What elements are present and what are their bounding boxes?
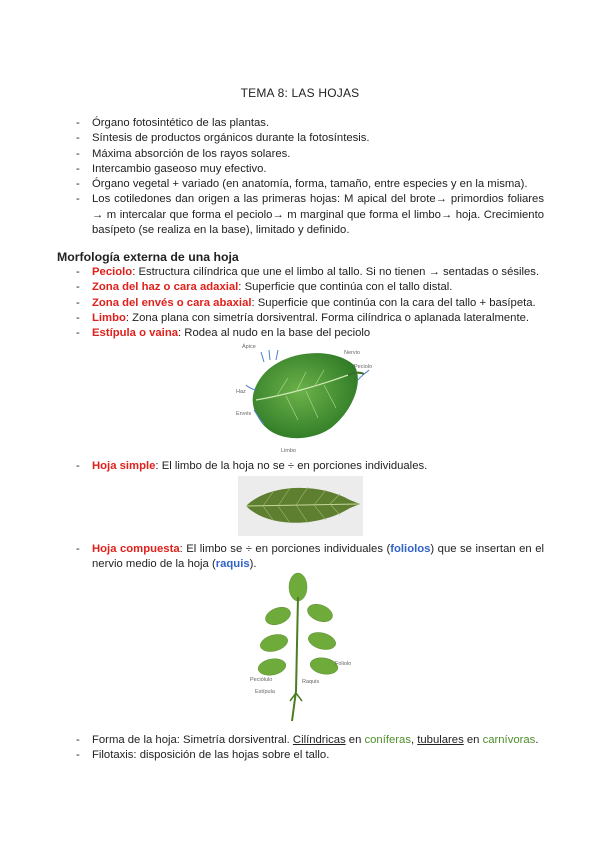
term-cilindricas: Cilíndricas	[292, 734, 346, 746]
label-nervio: Nervio	[344, 350, 360, 356]
term: Peciolo	[92, 266, 133, 278]
term-tubulares: tubulares	[417, 734, 464, 746]
term: Zona del haz o cara adaxial	[92, 281, 239, 294]
list-item	[76, 265, 544, 280]
section-heading: Morfología externa de una hoja	[57, 250, 239, 264]
compound-leaf-figure	[250, 571, 352, 729]
definition-part: ).	[249, 558, 257, 571]
final-list	[76, 733, 544, 764]
term-coniferas: coníferas	[364, 734, 411, 746]
list-item: - Órgano vegetal + variado (en anatomía, forma, tamaño, entre especies y en la misma).	[76, 177, 544, 192]
text: en	[463, 734, 483, 746]
definition: : Superficie que continúa con el tallo distal.	[238, 281, 453, 294]
leaf-blade-shape	[253, 353, 358, 438]
term: Hoja simple	[92, 460, 156, 472]
label-foliolo: Foliolo	[335, 661, 352, 667]
term: Zona del envés o cara abaxial	[92, 296, 252, 309]
label-haz: Haz	[236, 389, 246, 395]
list-item	[76, 296, 544, 311]
definition: : El limbo de la hoja no se ÷ en porciones individuales.	[155, 460, 428, 472]
compound-list	[76, 542, 544, 573]
simple-list	[76, 459, 544, 474]
label-limbo: Limbo	[281, 448, 296, 454]
term: Hoja compuesta	[92, 543, 180, 555]
list-item	[76, 280, 544, 295]
term-carnivoras: carnívoras	[482, 734, 536, 746]
definition-part: ) que se insertan en el nervio medio de la hoja (	[92, 543, 544, 571]
simple-leaf-figure	[238, 476, 363, 536]
label-estipula: Estípula	[255, 689, 275, 695]
list-item: - Intercambio gaseoso muy efectivo.	[76, 162, 544, 177]
list-item: - Síntesis de productos orgánicos durante la fotosíntesis.	[76, 131, 544, 146]
definition: : Estructura cilíndrica que une el limbo al tallo. Si no tienen → sentadas o sésiles.	[132, 266, 540, 278]
definition: : Rodea al nudo en la base del peciolo	[178, 327, 371, 340]
definition-part: : El limbo se ÷ en porciones individuales (	[179, 543, 391, 555]
text: ,	[410, 734, 418, 746]
term-foliolos: foliolos	[390, 543, 431, 555]
label-raquis: Raquis	[302, 679, 320, 685]
label-enves: Envés	[236, 411, 252, 417]
text: .	[535, 734, 539, 746]
term: Limbo	[92, 311, 126, 324]
rachis-shape	[292, 597, 298, 721]
term: Estípula o vaina	[92, 327, 179, 340]
leaf-parts-figure	[236, 340, 372, 455]
label-peciolulo: Peciólulo	[250, 677, 273, 683]
list-item	[76, 459, 544, 474]
list-item	[76, 542, 544, 573]
label-peciolo: Peciolo	[354, 364, 372, 370]
list-item: - Los cotiledones dan origen a las primeras hojas: M apical del brote→ primordios foliares → m intercalar que forma el peciolo→ m marginal que forma el limbo→ hoja. Crecimiento basípeto (se realiza en la base), limitado y definido.	[76, 192, 544, 238]
label-apex: Ápice	[242, 344, 256, 350]
list-item	[76, 311, 544, 326]
morphology-list	[76, 265, 544, 341]
definition: : Superficie que continúa con la cara del tallo + basípeta.	[251, 296, 536, 309]
list-item: - Máxima absorción de los rayos solares.	[76, 147, 544, 162]
list-item	[76, 733, 544, 748]
list-item: - Filotaxis: disposición de las hojas sobre el tallo.	[76, 748, 544, 763]
intro-list	[76, 116, 544, 238]
definition: : Zona plana con simetría dorsiventral. Forma cilíndrica o aplanada lateralmente.	[125, 311, 530, 324]
term-raquis: raquis	[215, 558, 250, 571]
text: Forma de la hoja: Simetría dorsiventral.	[92, 734, 293, 746]
page-title: TEMA 8: LAS HOJAS	[240, 86, 360, 100]
text: en	[345, 734, 365, 746]
list-item: - Órgano fotosintético de las plantas.	[76, 116, 544, 131]
